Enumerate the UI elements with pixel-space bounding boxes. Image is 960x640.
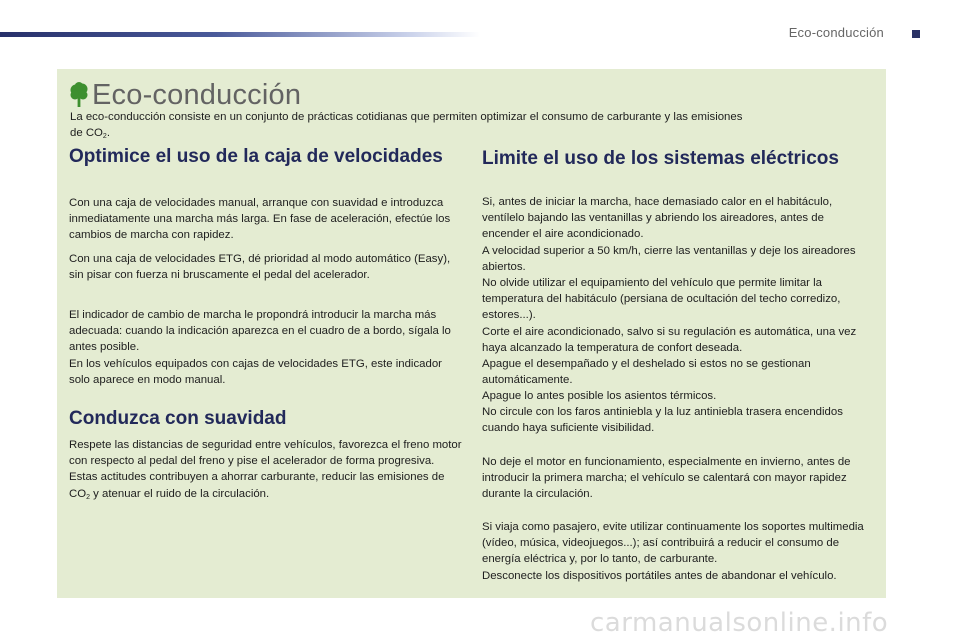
page-title: Eco-conducción bbox=[92, 79, 302, 111]
left-paragraph-4 bbox=[69, 437, 464, 506]
left-heading2-block bbox=[69, 407, 464, 431]
left-paragraph-3a: El indicador de cambio de marcha le propondrá introducir la marcha más adecuada: cuando la indicación aparezca en el cuadro de a bordo, sígala lo antes posible. bbox=[69, 309, 451, 354]
right-paragraph-3: No olvide utilizar el equipamiento del vehículo que permite limitar la temperatura del habitáculo (persiana de ocultación del techo corredizo, estores...). bbox=[482, 277, 841, 322]
intro-tail: de CO bbox=[70, 127, 103, 139]
left-paragraph-1: Con una caja de velocidades manual, arranque con suavidad e introduzca inmediatamente una marcha más larga. En fase de aceleración, efectúe los cambios de marcha con rapidez. bbox=[69, 197, 451, 242]
heading-gearbox: Optimice el uso de la caja de velocidades bbox=[69, 146, 443, 167]
left-p4-text: Respete las distancias de seguridad entre vehículos, favorezca el freno motor con respecto al pedal del freno y pise el acelerador de forma progresiva. Estas actitudes contribuyen a ahorrar carburante, reducir las emisiones de CO bbox=[69, 439, 462, 500]
header-section-title: Eco-conducción bbox=[788, 25, 884, 40]
right-paragraph-7: No circule con los faros antiniebla y la luz antiniebla trasera encendidos cuando haya suficiente visibilidad. bbox=[482, 406, 843, 435]
left-paragraph-2: Con una caja de velocidades ETG, dé prioridad al modo automático (Easy), sin pisar con fuerza ni bruscamente el pedal del acelerador. bbox=[69, 253, 451, 282]
right-fog-block bbox=[482, 404, 872, 436]
tree-icon bbox=[70, 82, 88, 108]
right-paragraph-9: Si viaja como pasajero, evite utilizar continuamente los soportes multimedia (vídeo, música, videojuegos...); así contribuirá a reducir el consumo de energía eléctrica y, por lo tanto, de carburante. bbox=[482, 521, 864, 566]
left-p3-block bbox=[69, 307, 464, 388]
left-p4-subscript: 2 bbox=[86, 493, 90, 501]
heading-electrical: Limite el uso de los sistemas eléctricos bbox=[482, 148, 839, 169]
intro-end: . bbox=[106, 127, 110, 139]
title-row bbox=[70, 78, 301, 112]
left-column bbox=[69, 146, 464, 167]
right-paragraph-4: Corte el aire acondicionado, salvo si su regulación es automática, una vez haya alcanzado la temperatura de confort deseada. bbox=[482, 325, 857, 354]
intro-text bbox=[70, 109, 830, 145]
header-marker bbox=[912, 30, 920, 38]
header-accent-bar bbox=[0, 32, 480, 37]
left-p4-end: y atenuar el ruido de la circulación. bbox=[90, 487, 270, 500]
right-paragraph-10: Desconecte los dispositivos portátiles antes de abandonar el vehículo. bbox=[482, 569, 837, 582]
right-main-block bbox=[482, 194, 872, 405]
left-p2-block bbox=[69, 251, 464, 283]
intro-main: La eco-conducción consiste en un conjunto de prácticas cotidianas que permiten optimizar el consumo de carburante y las emisiones bbox=[70, 111, 743, 123]
right-multimedia-block bbox=[482, 519, 872, 584]
left-paragraph-3b: En los vehículos equipados con cajas de velocidades ETG, este indicador solo aparece en modo manual. bbox=[69, 357, 442, 386]
right-engine-block bbox=[482, 454, 872, 503]
left-p1-block bbox=[69, 195, 464, 244]
intro-subscript: 2 bbox=[102, 133, 107, 140]
right-paragraph-8: No deje el motor en funcionamiento, especialmente en invierno, antes de introducir la primera marcha; el vehículo se calentará con mayor rapidez durante la circulación. bbox=[482, 456, 851, 501]
left-p4-block bbox=[69, 437, 464, 506]
right-heading-block bbox=[482, 147, 872, 171]
right-paragraph-2: A velocidad superior a 50 km/h, cierre las ventanillas y deje los aireadores abiertos. bbox=[482, 244, 856, 273]
heading-smooth-driving: Conduzca con suavidad bbox=[69, 408, 287, 429]
watermark: carmanualsonline.info bbox=[590, 608, 889, 638]
right-paragraph-6: Apague lo antes posible los asientos térmicos. bbox=[482, 390, 717, 403]
right-paragraph-5: Apague el desempañado y el deshelado si estos no se gestionan automáticamente. bbox=[482, 358, 811, 387]
right-paragraph-1: Si, antes de iniciar la marcha, hace demasiado calor en el habitáculo, ventílelo bajando las ventanillas y abriendo los aireadores, antes de encender el aire acondicionado. bbox=[482, 196, 833, 241]
